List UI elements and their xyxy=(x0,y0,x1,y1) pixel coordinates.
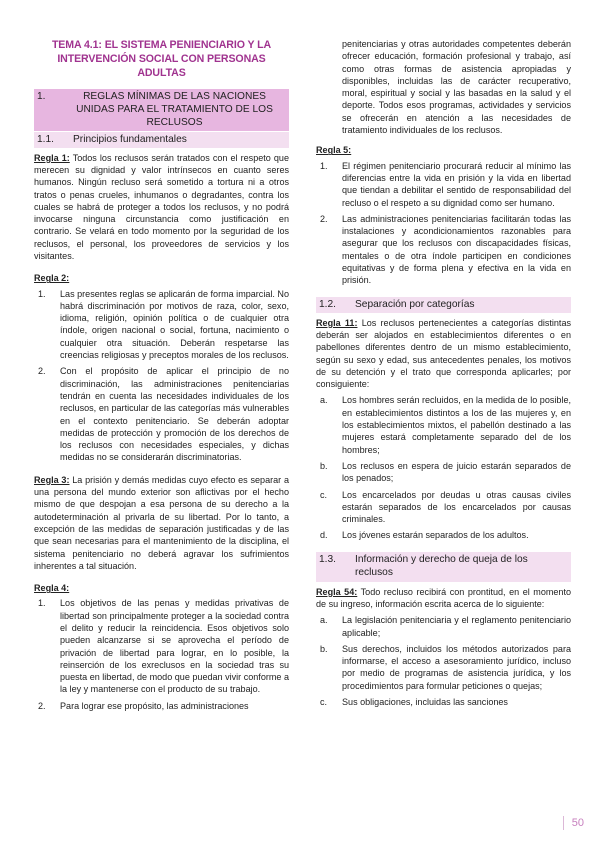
list-item-continued xyxy=(316,38,571,136)
rule-11-list xyxy=(316,394,571,541)
list-item-text: Los objetivos de las penas y medidas privativas de libertad son principalmente proteger a la sociedad contra el delito y reducir la reincidencia. Esos objetivos solo pueden alcanzarse si se aprovecha el período de privación de libertad para lograr, en lo posible, la reinserción de los exreclusos en la sociedad tras su puesta en libertad, de modo que puedan vivir conforme a la ley y mantenerse con el producto de su trabajo. xyxy=(60,598,289,695)
list-item-text: Las presentes reglas se aplicarán de forma imparcial. No habrá discriminación por motivos de raza, color, sexo, idioma, religión, opinión política o de cualquier otra índole, origen nacional o social, fortuna, nacimiento o cualquier otra situación. Deberán respetarse las creencias religiosas y preceptos morales de los reclusos. xyxy=(60,288,289,361)
list-item xyxy=(34,597,289,695)
subsection-number: 1.3. xyxy=(319,553,336,565)
list-item-text: El régimen penitenciario procurará reducir al mínimo las diferencias entre la vida en prisión y la vida en libertad que tiendan a debilitar el sentido de responsabilidad del recluso o el respeto a su dignidad como ser humano. xyxy=(342,160,571,208)
list-item xyxy=(316,394,571,455)
rule-2-heading: Regla 2: xyxy=(34,273,70,284)
subsection-number: 1.2. xyxy=(319,298,336,310)
list-item xyxy=(316,614,571,639)
list-marker: 2. xyxy=(38,700,46,711)
rule-54-paragraph xyxy=(316,586,571,611)
rule-label: Regla 1: xyxy=(34,152,70,163)
list-item-text: Para lograr ese propósito, las administraciones xyxy=(60,700,249,711)
rule-11-paragraph xyxy=(316,317,571,391)
list-item-text: penitenciarias y otras autoridades competentes deberán ofrecer educación, formación profesional y trabajo, así como otras formas de asistencia apropiadas y disponibles, incluidas las de carácter recuperativo, moral, espiritual y social y las basadas en la salud y el deporte. Todos esos programas, actividades y servicios se ofrecerán en atención a las necesidades de tratamiento individuales de los reclusos. xyxy=(342,39,571,136)
left-column xyxy=(34,38,289,722)
list-item xyxy=(316,460,571,485)
list-marker: a. xyxy=(320,395,328,406)
page-title: TEMA 4.1: EL SISTEMA PENIENCIARIO Y LA INTERVENCIÓN SOCIAL CON PERSONAS ADULTAS xyxy=(51,39,272,80)
list-item xyxy=(34,288,289,362)
list-marker: 1. xyxy=(320,160,328,171)
list-marker: 1. xyxy=(38,598,46,609)
rule-4-heading: Regla 4: xyxy=(34,583,70,594)
list-item xyxy=(316,696,571,708)
list-marker: b. xyxy=(320,643,328,654)
list-marker: 2. xyxy=(38,366,46,377)
list-item-text: Sus derechos, incluidos los métodos autorizados para informarse, el acceso a asesoramiento jurídico, incluso por medio de programas de asistencia jurídica, y los procedimientos para formular peticiones o quejas; xyxy=(342,643,571,691)
section-number: 1. xyxy=(37,90,46,102)
rule-2-list xyxy=(34,288,289,464)
rule-text: Todo recluso recibirá con prontitud, en el momento de su ingreso, información escrita acerca de lo siguiente: xyxy=(316,586,571,609)
rule-label: Regla 11: xyxy=(316,317,358,328)
list-item-text: Los hombres serán recluidos, en la medida de lo posible, en establecimientos distintos a los de las mujeres y, en los establecimientos mixtos, el pabellón destinado a las mujeres estará completamente separado del de los hombres; xyxy=(342,395,571,455)
list-marker: 2. xyxy=(320,213,328,224)
rule-4-list xyxy=(34,597,289,712)
rule-54-list xyxy=(316,614,571,708)
list-item-text: Las administraciones penitenciarias facilitarán todas las instalaciones y acondicionamientos razonables para asegurar que los reclusos con discapacidades físicas, mentales o de otra índole participen en condiciones equitativas y de forma plena y efectiva en la vida en prisión. xyxy=(342,213,571,286)
subsection-title: Principios fundamentales xyxy=(73,133,187,145)
rule-1-paragraph xyxy=(34,152,289,263)
list-marker: d. xyxy=(320,530,328,541)
list-item xyxy=(34,365,289,463)
section-title: REGLAS MÍNIMAS DE LAS NACIONES UNIDAS PARA EL TRATAMIENTO DE LOS RECLUSOS xyxy=(76,90,273,128)
rule-4-continuation xyxy=(316,38,571,136)
rule-label: Regla 54: xyxy=(316,586,358,597)
subsection-number: 1.1. xyxy=(37,133,54,145)
list-marker: a. xyxy=(320,615,328,626)
rule-label: Regla 3: xyxy=(34,474,70,485)
list-item-text: La legislación penitenciaria y el reglamento penitenciario aplicable; xyxy=(342,615,571,638)
list-item-text: Los encarcelados por deudas u otras causas civiles estarán separados de los encarcelados por causas criminales. xyxy=(342,489,571,525)
rule-3-paragraph xyxy=(34,474,289,572)
subsection-heading xyxy=(34,132,289,148)
subsection-heading xyxy=(316,297,571,313)
list-item xyxy=(316,213,571,287)
page-number: 50 xyxy=(563,816,584,830)
list-marker: c. xyxy=(320,489,328,500)
list-marker: 1. xyxy=(38,288,46,299)
list-item-text: Con el propósito de aplicar el principio de no discriminación, las administraciones penitenciarias tendrán en cuenta las necesidades individuales de los reclusos, en particular de las categorías más vulnerables en el contexto penitenciario. Se deberán adoptar medidas de protección y promoción de los derechos de los reclusos con necesidades especiales, y dichas medidas no se considerarán discriminatorias. xyxy=(60,366,289,463)
section-heading xyxy=(34,89,289,131)
rule-text: La prisión y demás medidas cuyo efecto es separar a una persona del mundo exterior son aflictivas por el hecho mismo de que despojan a esa persona de su derecho a la autodeterminación al privarla de su libertad. Por lo tanto, a excepción de las medidas de separación justificadas y de las que sean necesarias para el mantenimiento de la disciplina, el sistema penitenciario no deberá agravar los sufrimientos inherentes a tal situación. xyxy=(34,474,289,571)
list-item xyxy=(316,489,571,526)
subsection-heading xyxy=(316,552,571,582)
rule-5-heading: Regla 5: xyxy=(316,145,352,156)
list-item-text: Los reclusos en espera de juicio estarán separados de los penados; xyxy=(342,460,571,484)
list-item xyxy=(34,700,289,712)
list-marker: b. xyxy=(320,460,328,471)
right-column xyxy=(316,38,571,718)
list-item xyxy=(316,643,571,692)
rule-text: Los reclusos pertenecientes a categorías distintas deberán ser alojados en establecimientos diferentes o en pabellones diferentes dentro de un mismo establecimiento, según su sexo y edad, sus antecedentes penales, los motivos de su detención y el trato que corresponda aplicarles; por consiguiente: xyxy=(316,317,572,390)
list-item-text: Los jóvenes estarán separados de los adultos. xyxy=(342,530,529,541)
rule-5-list xyxy=(316,160,571,287)
list-marker: c. xyxy=(320,697,328,708)
subsection-title: Separación por categorías xyxy=(355,298,475,310)
subsection-title: Información y derecho de queja de los reclusos xyxy=(355,553,528,579)
list-item xyxy=(316,529,571,541)
rule-text: Todos los reclusos serán tratados con el respeto que merecen su dignidad y valor intrínsecos en cuanto seres humanos. Ningún recluso será sometido a tortura ni a otros tratos o penas crueles, inhumanos o degradantes, contra los cuales se habrá de proteger a todos los reclusos, y no podrá invocarse ninguna circunstancia como justificación en contrario. Se velará en todo momento por la seguridad de los reclusos, el personal, los proveedores de servicios y los visitantes. xyxy=(34,152,289,261)
list-item xyxy=(316,160,571,209)
list-item-text: Sus obligaciones, incluidas las sanciones xyxy=(342,697,508,708)
